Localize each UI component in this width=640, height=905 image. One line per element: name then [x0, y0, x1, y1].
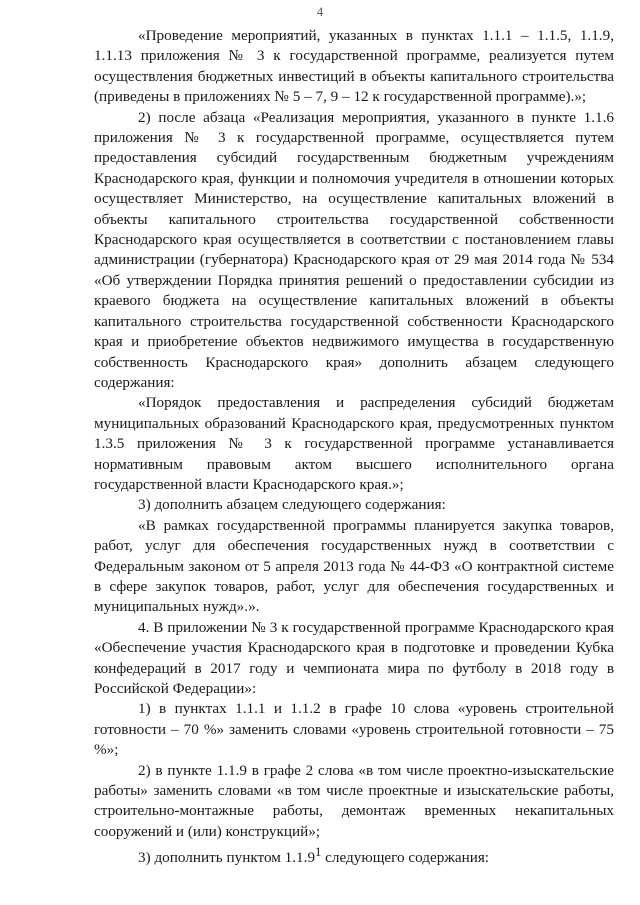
- paragraph-3: «Порядок предоставления и распределения субсидий бюджетам муниципальных образований Краснодарского края, предусмотренных пунктом 1.3.5 приложения № 3 к государственной программе устанавливается нормативным правовым актом высшего исполнительного органа государственной власти Краснодарского края.»;: [94, 394, 614, 493]
- paragraph-1: «Проведение мероприятий, указанных в пунктах 1.1.1 – 1.1.5, 1.1.9, 1.1.13 приложения № 3 к государственной программе, реализуется путем осуществления бюджетных инвестиций в объекты капитального строительства (приведены в приложениях № 5 – 7, 9 – 12 к государственной программе).»;: [94, 27, 614, 106]
- paragraph-2: 2) после абзаца «Реализация мероприятия, указанного в пункте 1.1.6 приложения № 3 к государственной программе, осуществляется путем предоставления субсидий государственным бюджетным учреждениям Краснодарского края, функции и полномочия учредителя в отношении которых осуществляет Министерство, на осуществление капитальных вложений в объекты капитального строительства государственной собственности Краснодарского края осуществляется в соответствии с постановлением главы администрации (губернатора) Краснодарского края от 29 мая 2014 года № 534 «Об утверждении Порядка принятия решений о предоставлении субсидии из краевого бюджета на осуществление капитальных вложений в объекты капитального строительства государственной собственности Краснодарского края и приобретение объектов недвижимого имущества в государственную собственность Краснодарского края» дополнить абзацем следующего содержания:: [94, 108, 614, 391]
- paragraph-6: 4. В приложении № 3 к государственной программе Краснодарского края «Обеспечение участия Краснодарского края в подготовке и проведении Кубка конфедераций в 2017 году и чемпионата мира по футболу в 2018 году в Российской Федерации»:: [94, 618, 614, 697]
- paragraph-5: «В рамках государственной программы планируется закупка товаров, работ, услуг для обеспечения государственных нужд в соответствии с Федеральным законом от 5 апреля 2013 года № 44-ФЗ «О контрактной системе в сфере закупок товаров, работ, услуг для обеспечения государственных и муниципальных нужд».».: [94, 516, 614, 616]
- paragraph-8: 2) в пункте 1.1.9 в графе 2 слова «в том числе проектно-изыскательские работы» заменить словами «в том числе проектные и изыскательские работы, строительно-монтажные работы, демонтаж временных некапитальных сооружений и (или) конструкций»;: [94, 761, 614, 840]
- paragraph-9-end: следующего содержания:: [321, 849, 490, 867]
- paragraph-9-start: 3) дополнить пунктом 1.1.9: [138, 849, 316, 867]
- paragraph-7: 1) в пунктах 1.1.1 и 1.1.2 в графе 10 слова «уровень строительной готовности – 70 %» заменить словами «уровень строительной готовности – 75 %»;: [94, 700, 614, 759]
- document-body: [94, 26, 614, 869]
- page-number: 4: [316, 4, 324, 19]
- paragraph-4: 3) дополнить абзацем следующего содержания:: [138, 496, 446, 514]
- paragraph-9: [94, 842, 614, 868]
- paragraph-9-superscript: 1: [315, 845, 322, 860]
